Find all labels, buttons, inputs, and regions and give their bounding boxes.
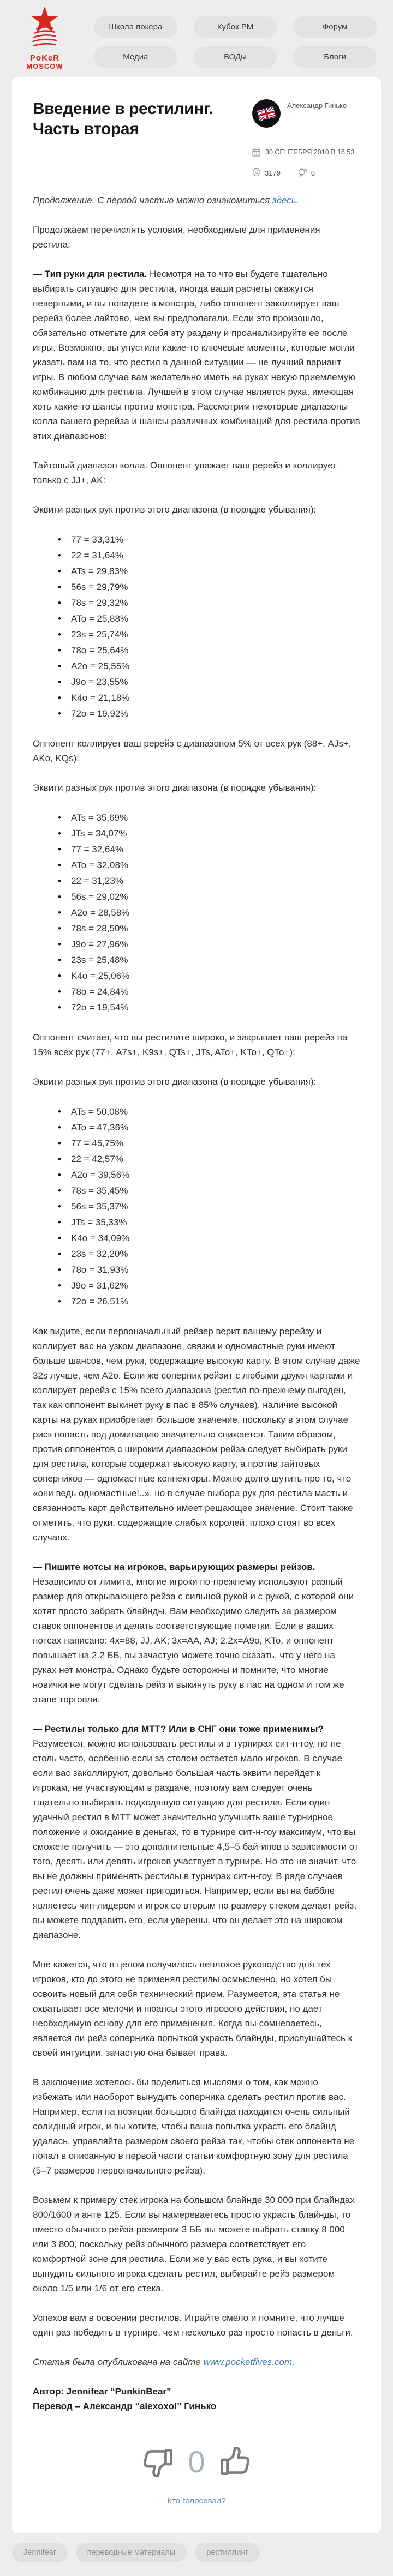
article-head xyxy=(33,99,360,178)
equity-list-item: • 77 = 32,64% xyxy=(58,841,360,857)
nav-vods[interactable]: ВОДы xyxy=(194,46,277,68)
nav-poker-school[interactable]: Школа покера xyxy=(94,16,177,38)
paragraph xyxy=(33,736,360,766)
equity-list-item: • 22 = 31,64% xyxy=(58,547,360,563)
author-avatar[interactable] xyxy=(252,99,281,128)
equity-list-item: • 78o = 24,84% xyxy=(58,984,360,1000)
equity-list-item: • ATo = 25,88% xyxy=(58,611,360,627)
paragraph xyxy=(33,267,360,443)
paragraph-bold-text: Автор: Jennifear “PunkinBear” xyxy=(33,2386,171,2397)
paragraph-text: . xyxy=(296,195,299,206)
paragraph xyxy=(33,193,360,208)
paragraph xyxy=(33,1957,360,2060)
equity-list-item: • 23s = 25,48% xyxy=(58,952,360,968)
comments-count: 0 xyxy=(311,168,315,177)
nav-media[interactable]: Медиа xyxy=(94,46,177,68)
comments-icon xyxy=(298,168,307,178)
article-content xyxy=(33,193,360,2414)
equity-list-item: • 72o = 19,54% xyxy=(58,1000,360,1015)
paragraph-bold-text: — Пишите нотсы на игроков, варьирующих размеры рейзов. xyxy=(33,1561,315,1572)
equity-list-item: • 22 = 42,57% xyxy=(58,1151,360,1167)
paragraph-text: Несмотря на то что вы будете тщательно выбирать ситуацию для рестила, иногда ваши расчеты окажутся неверными, и вы попадете в монстра, либо оппонент заколлирует ваш ререйз более лайтово, чем вы предполагали. Если это произошло, обязательно отметьте для себя эту раздачу и проанализируйте ее после игры. Возможно, вы упустили какие-то ключевые моменты, которые могли указать вам на то, что рестил в данной ситуации — не лучший вариант игры. В любом случае вам желательно иметь на руках некую приемлемую комбинацию для рестила. Лучшей в этом случае является рука, имеющая хоть какие-то шансы против монстра. Рассмотрим некоторые диапазоны колла вашего ререйза и шансы различных комбинаций для рестила против этих диапазонов: xyxy=(33,268,360,441)
equity-list-item: • 77 = 33,31% xyxy=(58,532,360,547)
equity-list-item: • 78s = 35,45% xyxy=(58,1183,360,1199)
article-card xyxy=(12,77,381,2533)
article-stats xyxy=(252,168,360,178)
equity-list-item: • K4o = 21,18% xyxy=(58,690,360,706)
equity-list-item: • 78s = 29,32% xyxy=(58,595,360,611)
who-voted-link[interactable]: Кто голосовал? xyxy=(167,2496,226,2506)
paragraph xyxy=(33,2193,360,2296)
equity-list-item: • ATs = 29,83% xyxy=(58,563,360,579)
equity-list-item: • 23s = 32,20% xyxy=(58,1246,360,1262)
tag-translations[interactable]: переводные материалы xyxy=(76,2543,187,2562)
tag-jennifear[interactable]: Jennifear xyxy=(12,2543,68,2562)
equity-list-item: • A2o = 25,55% xyxy=(58,658,360,674)
nav-blogs[interactable]: Блоги xyxy=(293,46,377,68)
views-stat xyxy=(252,168,281,178)
equity-list-item: • ATs = 50,08% xyxy=(58,1104,360,1120)
paragraph-text: Продолжение. С первой частью можно ознакомиться xyxy=(33,195,272,206)
equity-list-item: • JTs = 34,07% xyxy=(58,826,360,841)
equity-list-item: • ATs = 35,69% xyxy=(58,810,360,826)
equity-list-item: • 23s = 25,74% xyxy=(58,627,360,642)
paragraph xyxy=(33,1030,360,1060)
paragraph-text: В заключение хотелось бы поделиться мыслями о том, как можно избежать или наоборот вынудить соперника сделать рестил против вас. Например, если на позиции большого блайнда находится очень сильный солидный игрок, и вы хотите, чтобы ваша попытка украсть его блайнд удалась, управляйте размером своего рейза так, чтобы стек оппонента не попал в описанную в первой части статьи комфортную зону для рестила (5–7 размеров первоначального рейза). xyxy=(33,2077,355,2176)
equity-list-item: • A2o = 39,56% xyxy=(58,1167,360,1183)
article-meta xyxy=(252,99,360,178)
tag-restealing[interactable]: рестиллинг xyxy=(195,2543,259,2562)
publish-date-text: 30 СЕНТЯБРЯ 2010 В 16:53 xyxy=(265,148,355,157)
equity-list-item: • J9o = 23,55% xyxy=(58,674,360,690)
paragraph xyxy=(33,1324,360,1545)
paragraph-text: Эквити разных рук против этого диапазона (в порядке убывания): xyxy=(33,1076,317,1087)
paragraph xyxy=(33,1560,360,1707)
voting-widget xyxy=(33,2442,360,2506)
equity-list-item: • 56s = 35,37% xyxy=(58,1199,360,1214)
equity-list xyxy=(33,532,360,721)
paragraph xyxy=(33,2399,360,2414)
paragraph-text: Возьмем к примеру стек игрока на большом блайнде 30 000 при блайндах 800/1600 и анте 125. Если вы намереваетесь просто украсть блайнды, то вместо обычного рейза размером 3 ББ вы можете выбрать ставку 8 000 или 3 800, поскольку рейз обычного размера соответствует его комфортной зоне для рестила. Если же у вас есть рука, и вы хотите вынудить сильного игрока сделать рестил, выбирайте рейз размером около 1/5 или 1/6 от его стека. xyxy=(33,2194,355,2294)
paragraph-text: Оппонент коллирует ваш ререйз с диапазоном 5% от всех рук (88+, AJs+, AKo, KQs): xyxy=(33,738,352,763)
paragraph-text: Мне кажется, что в целом получилось неплохое руководство для тех игроков, кто до этого не применял рестилы осмысленно, но хотел бы освоить новый для себя технический прием. Разумеется, эта статья не охватывает все мелочи и нюансы этого игрового действия, но дает необходимую основу для его применения. Когда вы сомневаетесь, является ли рейз соперника попыткой украсть блайнды, прислушайтесь к своей интуиции, зачастую она бывает права. xyxy=(33,1959,353,2058)
paragraph-text: Тайтовый диапазон колла. Оппонент уважает ваш ререйз и коллирует только с JJ+, AK: xyxy=(33,460,337,485)
paragraph-text: Оппонент считает, что вы рестилите широко, и закрывает ваш ререйз на 15% всех рук (77+, A7s+, K9s+, QTs+, JTs, ATo+, KTo+, QTo+): xyxy=(33,1032,348,1057)
paragraph xyxy=(33,2310,360,2340)
logo-line1: PoKeR xyxy=(29,53,60,63)
equity-list-item: • A2o = 28,58% xyxy=(58,905,360,920)
nav-forum[interactable]: Форум xyxy=(293,16,377,38)
paragraph-text: . xyxy=(292,2356,295,2367)
paragraph-text: Успехов вам в освоении рестилов. Играйте смело и помните, что лучше один раз победить в турнире, чем несколько раз просто попасть в деньги. xyxy=(33,2312,353,2338)
paragraph-text: Независимо от лимита, многие игроки по-прежнему используют разный размер для открывающего рейза с сильной рукой и с рукой, с которой они хотят просто забрать блайнды. Вам необходимо следить за размером ставок оппонентов и делать соответствующие пометки. Если в ваших нотсах написано: 4x=88, JJ, AK; 3x=AA, AJ; 2.2x=A9o, KTo, и оппонент повышает на 2.2 ББ, вы зачастую можете точно сказать, что у него на руках нет монстра. Однако будьте осторожны и помните, что многие новички не могут сделать рейз и выкинуть руку в пас на одном и том же этапе торговли. xyxy=(33,1576,354,1705)
page-title: Введение в рестилинг. Часть вторая xyxy=(33,100,213,138)
paragraph-text: Статья была опубликована на сайте xyxy=(33,2356,204,2367)
equity-list-item: • 22 = 31,23% xyxy=(58,873,360,889)
inline-link[interactable]: здесь xyxy=(272,195,296,206)
paragraph-bold-text: — Рестилы только для МТТ? Или в СНГ они тоже применимы? xyxy=(33,1723,324,1734)
logo-star-icon xyxy=(21,4,68,51)
thumbs-down-button[interactable] xyxy=(138,2442,178,2482)
paragraph xyxy=(33,502,360,517)
paragraph xyxy=(33,780,360,795)
equity-list-item: • J9o = 27,96% xyxy=(58,936,360,952)
views-icon xyxy=(252,168,261,178)
paragraph-text: Продолжаем перечислять условия, необходимые для применения рестила: xyxy=(33,224,320,250)
paragraph xyxy=(33,222,360,252)
views-count: 3179 xyxy=(265,168,281,177)
author-block xyxy=(252,99,360,128)
equity-list xyxy=(33,810,360,1015)
paragraph-bold-text: — Тип руки для рестила. xyxy=(33,268,147,279)
equity-list-item: • J9o = 31,62% xyxy=(58,1278,360,1293)
paragraph xyxy=(33,458,360,487)
equity-list-item: • 72o = 19,92% xyxy=(58,706,360,721)
main-nav xyxy=(94,16,377,68)
equity-list-item: • 78s = 28,50% xyxy=(58,920,360,936)
tags-row xyxy=(12,2543,381,2576)
equity-list-item: • K4o = 34,09% xyxy=(58,1230,360,1246)
vote-row xyxy=(33,2442,360,2482)
logo-line2: MOSCOW xyxy=(26,62,63,70)
nav-cup-pm[interactable]: Кубок РМ xyxy=(194,16,277,38)
equity-list-item: • 78o = 31,93% xyxy=(58,1262,360,1278)
calendar-icon xyxy=(252,146,260,161)
equity-list-item: • K4o = 25,06% xyxy=(58,968,360,984)
logo-text xyxy=(15,54,74,70)
comments-stat xyxy=(298,168,315,178)
equity-list-item: • 72o = 26,51% xyxy=(58,1293,360,1309)
equity-list-item: • 78o = 25,64% xyxy=(58,642,360,658)
paragraph-bold-text: Перевод – Александр “alexoxol” Гинько xyxy=(33,2400,217,2411)
equity-list xyxy=(33,1104,360,1309)
publish-date xyxy=(252,146,360,161)
paragraph xyxy=(33,1074,360,1089)
equity-list-item: • ATo = 32,08% xyxy=(58,857,360,873)
paragraph xyxy=(33,2355,360,2369)
site-logo[interactable] xyxy=(15,4,74,70)
author-name[interactable]: Александр Гинько xyxy=(287,101,347,110)
paragraph xyxy=(33,2384,360,2399)
paragraph-text: Разумеется, можно использовать рестилы и в турнирах сит-н-гоу, но не столь часто, особенно если за столом остается мало игроков. В случае если вас заколлируют, довольно большая часть эквити перейдет к игрокам, не участвующим в раздаче, поэтому вам следует очень тщательно выбирать подходящую ситуацию для рестила. Если один удачный рестил в МТТ может значительно улучшить ваше турнирное положение и ожидание в деньгах, то в турнире сит-н-гоу максимум, что вы сможете получить — это дополнительные 4,5–5 бай-инов в зависимости от того, десять или девять игроков участвует в турнире. Но это не значит, что вы не должны применять рестилы в турнирах сит-н-гоу. В ряде случаев рестил очень даже может пригодиться. Например, если вы на баббле являетесь чип-лидером и игрок со вторым по размеру стеком делает рейз, вы можете поддавить его, если уверены, что он делает это на широком диапазоне. xyxy=(33,1738,359,1940)
paragraph xyxy=(33,1722,360,1942)
equity-list-item: • ATo = 47,36% xyxy=(58,1120,360,1135)
paragraph-text: Эквити разных рук против этого диапазона (в порядке убывания): xyxy=(33,782,317,793)
paragraph-text: Как видите, если первоначальный рейзер верит вашему ререйзу и коллирует вас на узком диапазоне, связки и одномастные руки имеют больше шансов, чем руки, содержащие высокую карту. В этом случае даже 32s лучше, чем A2o. Если же соперник рейзит с любыми двумя картами и коллирует ререйз с 15% всего диапазона (рестил по-прежнему выгоден, так как оппонент выкинет руку в пас в 85% случаев), наличие высокой карты на руках приобретает большое значение, поскольку в этом случае риск попасть под доминацию значительно снижается. Таким образом, против оппонентов с широким диапазоном рейза следует выбирать руки для рестила, которые содержат высокую карту, а против тайтовых соперников — одномастные коннекторы. Можно долго шутить про то, что «они ведь одномастные!..», но в случае выбора рук для рестила масть и связанность карт действительно имеет решающее значение. Стоит также отметить, что руки, содержащие слабых королей, плохо стоят во всех случаях. xyxy=(33,1326,360,1543)
inline-link[interactable]: www.pocketfives.com xyxy=(203,2356,293,2367)
paragraph-text: Эквити разных рук против этого диапазона (в порядке убывания): xyxy=(33,504,317,515)
paragraph xyxy=(33,2075,360,2178)
thumbs-up-button[interactable] xyxy=(215,2442,255,2482)
equity-list-item: • 56s = 29,02% xyxy=(58,889,360,905)
equity-list-item: • 77 = 45,75% xyxy=(58,1135,360,1151)
vote-score: 0 xyxy=(188,2444,205,2479)
site-header xyxy=(0,0,393,77)
equity-list-item: • JTs = 35,33% xyxy=(58,1214,360,1230)
equity-list-item: • 56s = 29,79% xyxy=(58,579,360,595)
